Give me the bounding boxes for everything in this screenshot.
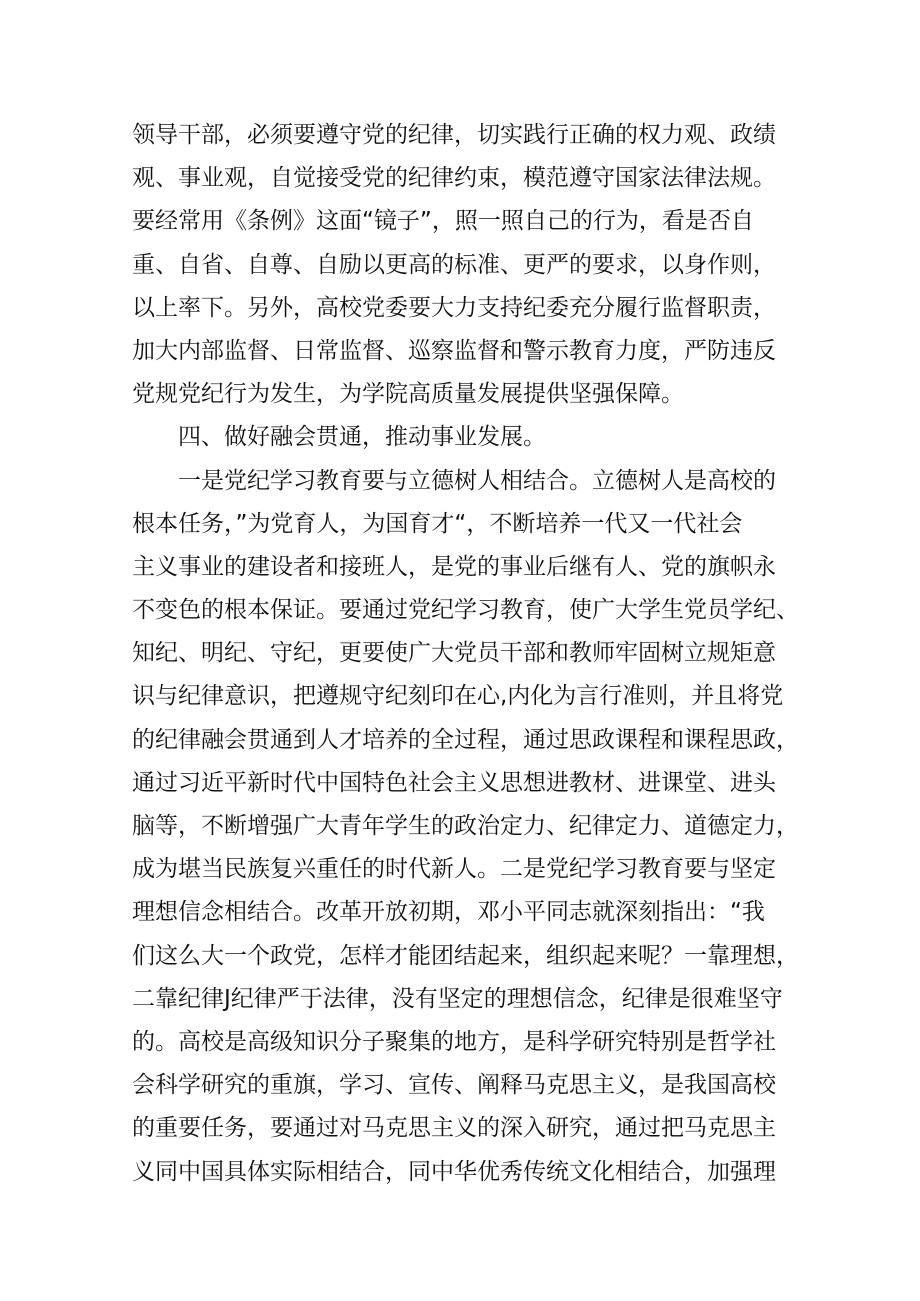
text-line: 们这么大一个政党，怎样才能团结起来，组织起来呢？一靠理想， bbox=[132, 942, 799, 969]
text-line: 成为堪当民族复兴重任的时代新人。二是党纪学习教育要与坚定 bbox=[132, 856, 776, 883]
text-line: 根本任务，”为党育人，为国育才“，不断培养一代又一代社会 bbox=[132, 510, 743, 537]
text-line: 要经常用《条例》这面“镜子”，照一照自己的行为，看是否自 bbox=[132, 208, 754, 235]
section-heading: 四、做好融会贯通，推动事业发展。 bbox=[178, 424, 546, 451]
text-line: 理想信念相结合。改革开放初期，邓小平同志就深刻指出：“我 bbox=[132, 899, 765, 926]
text-line: 知纪、明纪、守纪，更要使广大党员干部和教师牢固树立规矩意 bbox=[132, 640, 776, 667]
text-line: 会科学研究的重旗，学习、宣传、阐释马克思主义，是我国高校 bbox=[132, 1072, 776, 1099]
text-line: 的纪律融会贯通到人才培养的全过程，通过思政课程和课程思政， bbox=[132, 726, 799, 753]
text-line: 不变色的根本保证。要通过党纪学习教育，使广大学生党员学纪、 bbox=[132, 597, 799, 624]
text-line: 的。高校是高级知识分子聚集的地方，是科学研究特别是哲学社 bbox=[132, 1028, 776, 1055]
text-line: 义同中国具体实际相结合，同中华优秀传统文化相结合，加强理 bbox=[132, 1158, 776, 1185]
text-line: 主义事业的建设者和接班人，是党的事业后继有人、党的旗帜永 bbox=[132, 553, 776, 580]
body-text bbox=[132, 114, 799, 1194]
text-line: 的重要任务，要通过对马克思主义的深入研究，通过把马克思主 bbox=[132, 1115, 776, 1142]
text-line: 二靠纪律J纪律严于法律，没有坚定的理想信念，纪律是很难坚守 bbox=[132, 985, 783, 1012]
text-line: 领导干部，必须要遵守党的纪律，切实践行正确的权力观、政绩 bbox=[132, 122, 776, 148]
text-line: 观、事业观，自觉接受党的纪律约束，模范遵守国家法律法规。 bbox=[132, 165, 776, 192]
text-line: 识与纪律意识，把遵规守纪刻印在心,内化为言行准则，并且将党 bbox=[132, 683, 784, 710]
text-line: 重、自省、自尊、自励以更高的标准、更严的要求，以身作则， bbox=[132, 251, 776, 278]
text-line: 通过习近平新时代中国特色社会主义思想进教材、进课堂、进头 bbox=[132, 769, 776, 796]
text-line: 以上率下。另外，高校党委要大力支持纪委充分履行监督职责， bbox=[132, 294, 776, 321]
text-line: 党规党纪行为发生，为学院高质量发展提供坚强保障。 bbox=[132, 381, 684, 408]
text-line: 加大内部监督、日常监督、巡察监督和警示教育力度，严防违反 bbox=[132, 337, 776, 364]
paragraph-first-line: 一是党纪学习教育要与立德树人相结合。立德树人是高校的 bbox=[178, 467, 776, 494]
text-line: 脑等，不断增强广大青年学生的政治定力、纪律定力、道德定力， bbox=[132, 813, 799, 839]
